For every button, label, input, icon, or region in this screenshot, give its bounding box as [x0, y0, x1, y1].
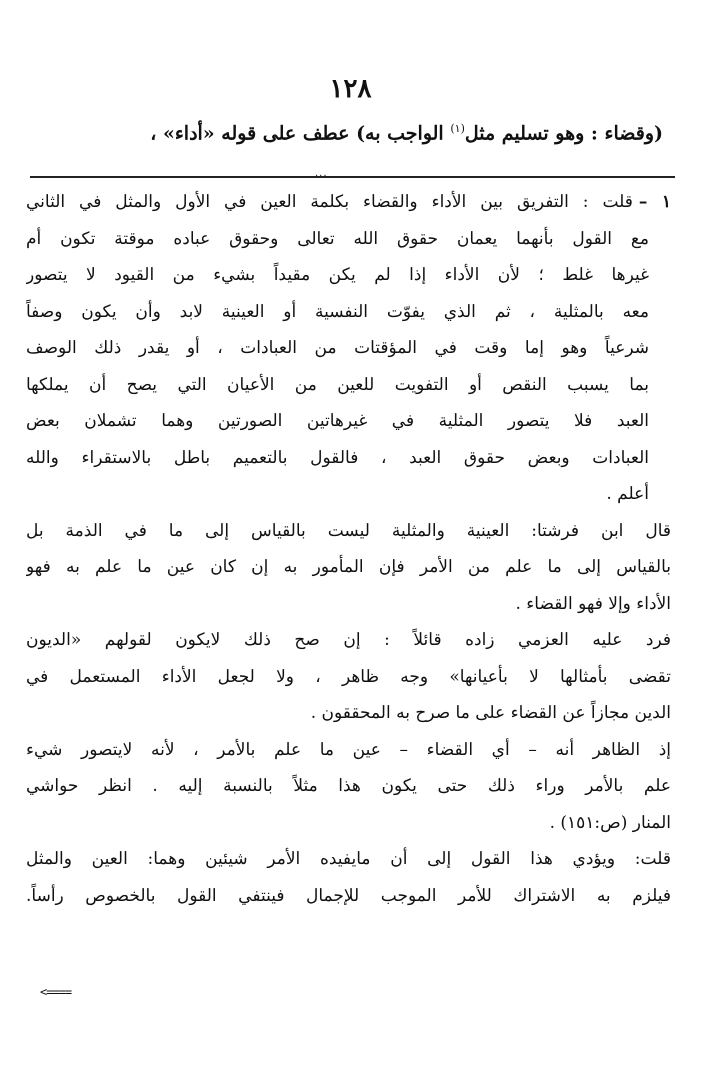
page-number: ١٢٨: [329, 74, 372, 104]
paragraph-line: فرد عليه العزمي زاده قائلاً : إن صح ذلك لايكون لقولهم «الديون: [26, 630, 671, 650]
note-line: بما يسبب النقص أو التفويت للعين من الأعيان التي يصح أن يملكها: [26, 374, 649, 395]
paragraph-line: الدين مجازاً عن القضاء على ما صرح به المحققون .: [310, 703, 671, 723]
note-line: مع القول بأنهما يعمان حقوق الله تعالى وحقوق عباده موقتة تكون أم: [26, 228, 649, 249]
headline-text-start: (وقضاء : وهو تسليم مثل: [464, 122, 663, 145]
divider-dots: ...: [315, 168, 328, 179]
note-line: العبادات وبعض حقوق العبد ، فالقول بالتعميم باطل بالاستقراء والله: [26, 447, 649, 468]
footnote-divider: [30, 176, 675, 178]
paragraph-line: علم بالأمر وراء ذلك حتى يكون هذا مثلاً بالنسبة إليه . انظر حواشي: [26, 776, 671, 796]
paragraph-line: تقضى بأمثالها لا بأعيانها» وجه ظاهر ، ولا لجعل الأداء المستعمل في: [26, 666, 671, 687]
paragraph-line: فيلزم به الاشتراك للأمر الموجب للإجمال فينتفي القول بالخصوص رأساً.: [26, 885, 671, 906]
note-line: العبد فلا يتصور المثلية في غيرهاتين الصورتين وهما تشملان بعض: [26, 411, 649, 431]
paragraph-line: الأداء وإلا فهو القضاء .: [515, 593, 671, 614]
note-line: أعلم .: [606, 484, 649, 504]
note-line: غيرها غلط ؛ لأن الأداء إذا لم يكن مقيداً بشيء من القيود لا يتصور: [26, 265, 649, 285]
paragraph-line: إذ الظاهر أنه – أي القضاء – عين ما علم بالأمر ، لأنه لايتصور شيء: [26, 739, 671, 760]
continuation-arrow: <====: [40, 985, 72, 999]
paragraph-line: قال ابن فرشتا: العينية والمثلية ليست بالقياس إلى ما في الذمة بل: [26, 520, 671, 541]
paragraph-line: المنار (ص:١٥١) .: [549, 812, 671, 833]
note-line: ١ –قلت : التفريق بين الأداء والقضاء بكلمة العين في الأول والمثل في الثاني: [26, 192, 671, 212]
note-line: شرعياً وهو إما وقت في المؤقتات من العبادات ، أو يقدر ذلك الوصف: [26, 338, 649, 358]
headline-text-end: الواجب به) عطف على قوله «أداء» ،: [150, 122, 451, 145]
note-line: معه بالمثلية ، ثم الذي يفوّت النفسية أو العينية لابد وأن يكون وصفاً: [26, 301, 649, 322]
commentary-headline: [33, 122, 663, 144]
footnote-reference: (١): [450, 122, 465, 135]
paragraph-line: بالقياس إلى ما علم من الأمر فإن المأمور به إن كان عين ما علم به فهو: [26, 557, 671, 577]
footnote-number: ١ –: [638, 192, 671, 212]
paragraph-line: قلت: ويؤدي هذا القول إلى أن مايفيده الأمر شيئين وهما: العين والمثل: [26, 849, 671, 869]
footnote-body: [26, 184, 671, 914]
